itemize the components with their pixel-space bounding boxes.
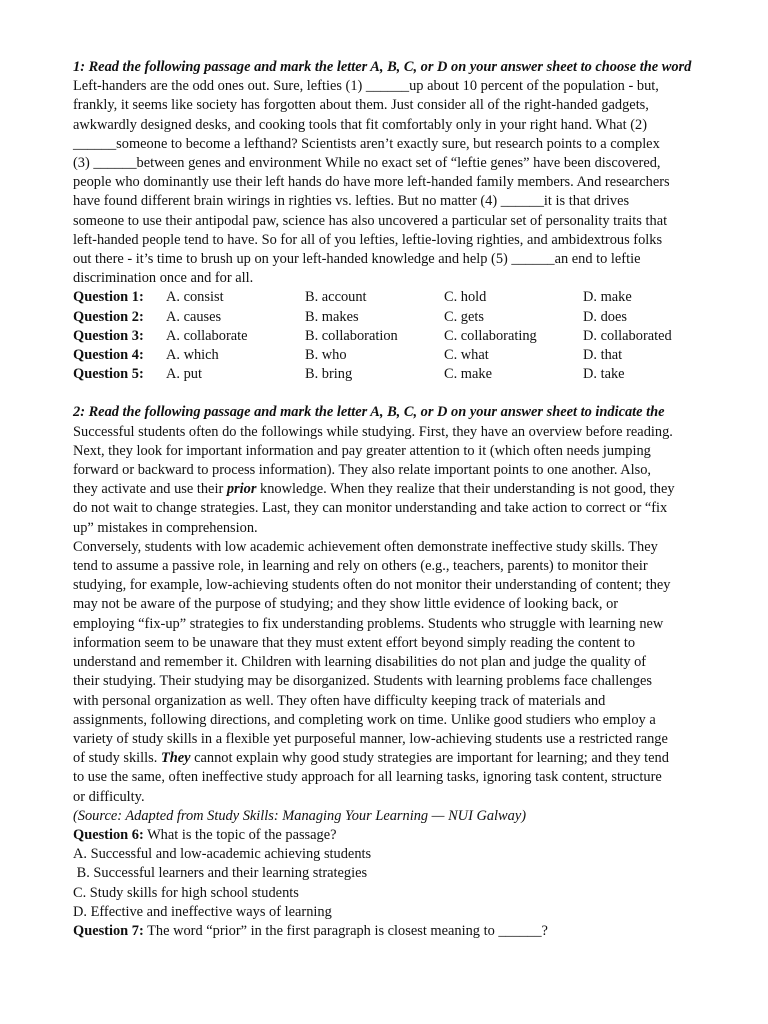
passage-line [73, 749, 724, 768]
passage-line: Left-handers are the odd ones out. Sure, lefties (1) ______up about 10 percent of the population - but, [73, 78, 659, 95]
option-b: B. makes [305, 308, 359, 325]
passage-line: tend to assume a passive role, in learning and rely on others (e.g., teachers, parents) to monitor their [73, 558, 648, 575]
passage-line: may not be aware of the purpose of studying; and they show little evidence of looking back, or [73, 596, 619, 613]
text-run: of study skills. [73, 750, 161, 767]
question-label: Question 1: [73, 289, 144, 306]
passage-line: forward or backward to process information). They also relate important points to one another. Also, [73, 462, 652, 479]
passage-line: studying, for example, low-achieving students often do not monitor their understanding of content; they [73, 577, 671, 594]
option-a: A. consist [166, 289, 224, 306]
question-label: Question 6: [73, 826, 144, 843]
option-a: A. causes [166, 308, 222, 325]
option-a: A. which [166, 347, 219, 364]
option-d: D. Effective and ineffective ways of learning [73, 903, 332, 920]
source-citation: (Source: Adapted from Study Skills: Managing Your Learning — NUI Galway) [73, 807, 527, 824]
passage-line: up” mistakes in comprehension. [73, 519, 258, 536]
option-d: D. that [583, 347, 623, 364]
question-label: Question 4: [73, 347, 144, 364]
question-row [73, 346, 672, 365]
question-row [73, 308, 672, 327]
passage-line: someone to use their antipodal paw, science has also uncovered a particular set of personality traits that [73, 212, 668, 229]
passage-line: to use the same, often ineffective study approach for all learning tasks, ignoring task content, structure [73, 769, 662, 786]
question-row [73, 288, 672, 307]
text-run: knowledge. When they realize that their understanding is not good, they [256, 481, 675, 498]
option-a: A. Successful and low-academic achieving students [73, 846, 372, 863]
section-gap [73, 384, 724, 403]
option-b: B. who [305, 347, 347, 364]
passage-line: with personal organization as well. They often have difficulty keeping track of materials and [73, 692, 606, 709]
passage-line: information seem to be unaware that they must extent effort beyond simply reading the content to [73, 634, 636, 651]
passage-line: frankly, it seems like society has forgotten about them. Just consider all of the right-handed gadgets, [73, 97, 649, 114]
question-label: Question 2: [73, 308, 144, 325]
passage-line [73, 480, 724, 499]
passage-line: assignments, following directions, and completing work on time. Unlike good studiers who employ a [73, 711, 656, 728]
passage-line: (3) ______between genes and environment While no exact set of “leftie genes” have been discovered, [73, 155, 661, 172]
question-row [73, 365, 672, 384]
question-text: What is the topic of the passage? [143, 826, 337, 843]
option-d: D. make [583, 289, 632, 306]
passage-line: ______someone to become a lefthand? Scientists aren’t exactly sure, but research points to a complex [73, 135, 660, 152]
passage-line: do not wait to change strategies. Last, they can monitor understanding and take action to correct or “fix [73, 500, 668, 517]
passage-line: employing “fix-up” strategies to fix understanding problems. Students who struggle with learning new [73, 615, 664, 632]
option-b: B. collaboration [305, 327, 398, 344]
text-run: cannot explain why good study strategies are important for learning; and they tend [190, 750, 669, 767]
passage-line: out there - it’s time to brush up on your left-handed knowledge and help (5) ______an end to leftie [73, 251, 641, 268]
passage-line: their studying. Their studying may be disorganized. Students with learning problems face challenges [73, 673, 652, 690]
option-b: B. Successful learners and their learning strategies [73, 865, 368, 882]
question-7 [73, 922, 724, 941]
passage-line: variety of study skills in a flexible yet purposeful manner, low-achieving students use a restricted range [73, 730, 668, 747]
option-c: C. Study skills for high school students [73, 884, 299, 901]
section2-paragraph-2 [73, 538, 724, 807]
question-label: Question 7: [73, 922, 144, 939]
passage-line: Conversely, students with low academic achievement often demonstrate ineffective study skills. They [73, 538, 658, 555]
option-a: A. collaborate [166, 327, 248, 344]
option-b: B. account [305, 289, 367, 306]
option-d: D. collaborated [583, 327, 672, 344]
passage-line: Successful students often do the followings while studying. First, they have an overview before reading. [73, 423, 673, 440]
option-c: C. hold [444, 289, 487, 306]
option-a: A. put [166, 366, 202, 383]
keyword-they: They [160, 750, 191, 767]
section1-passage [73, 77, 724, 288]
passage-line: or difficulty. [73, 788, 145, 805]
question-label: Question 5: [73, 366, 144, 383]
option-c: C. gets [444, 308, 484, 325]
option-c: C. what [444, 347, 489, 364]
question-text: The word “prior” in the first paragraph is closest meaning to ______? [143, 922, 548, 939]
question-row [73, 327, 672, 346]
passage-line: understand and remember it. Children with learning disabilities do not plan and judge the quality of [73, 654, 647, 671]
section2-paragraph-1 [73, 423, 724, 538]
section1-heading: 1: Read the following passage and mark the letter A, B, C, or D on your answer sheet to choose the word [73, 59, 692, 75]
passage-line: left-handed people tend to have. So for all of you lefties, leftie-loving righties, and ambidextrous folks [73, 231, 663, 248]
option-c: C. collaborating [444, 327, 537, 344]
passage-line: discrimination once and for all. [73, 270, 254, 287]
passage-line: Next, they look for important information and pay greater attention to it (which often needs jumping [73, 442, 651, 459]
passage-line: have found different brain wirings in righties vs. lefties. But no matter (4) ______it is that drives [73, 193, 630, 210]
option-d: D. take [583, 366, 625, 383]
keyword-prior: prior [226, 481, 257, 498]
option-c: C. make [444, 366, 492, 383]
option-b: B. bring [305, 366, 353, 383]
passage-line: awkwardly designed desks, and cooking tools that fit comfortably only in your right hand. What (2) [73, 116, 648, 133]
section2-heading: 2: Read the following passage and mark the letter A, B, C, or D on your answer sheet to indicate the [73, 404, 665, 421]
passage-line: people who dominantly use their left hands do have more left-handed family members. And researchers [73, 174, 670, 191]
section1-questions-table [73, 288, 672, 384]
question-6 [73, 826, 724, 845]
text-run: they activate and use their [73, 481, 227, 498]
option-d: D. does [583, 308, 627, 325]
question-label: Question 3: [73, 327, 144, 344]
